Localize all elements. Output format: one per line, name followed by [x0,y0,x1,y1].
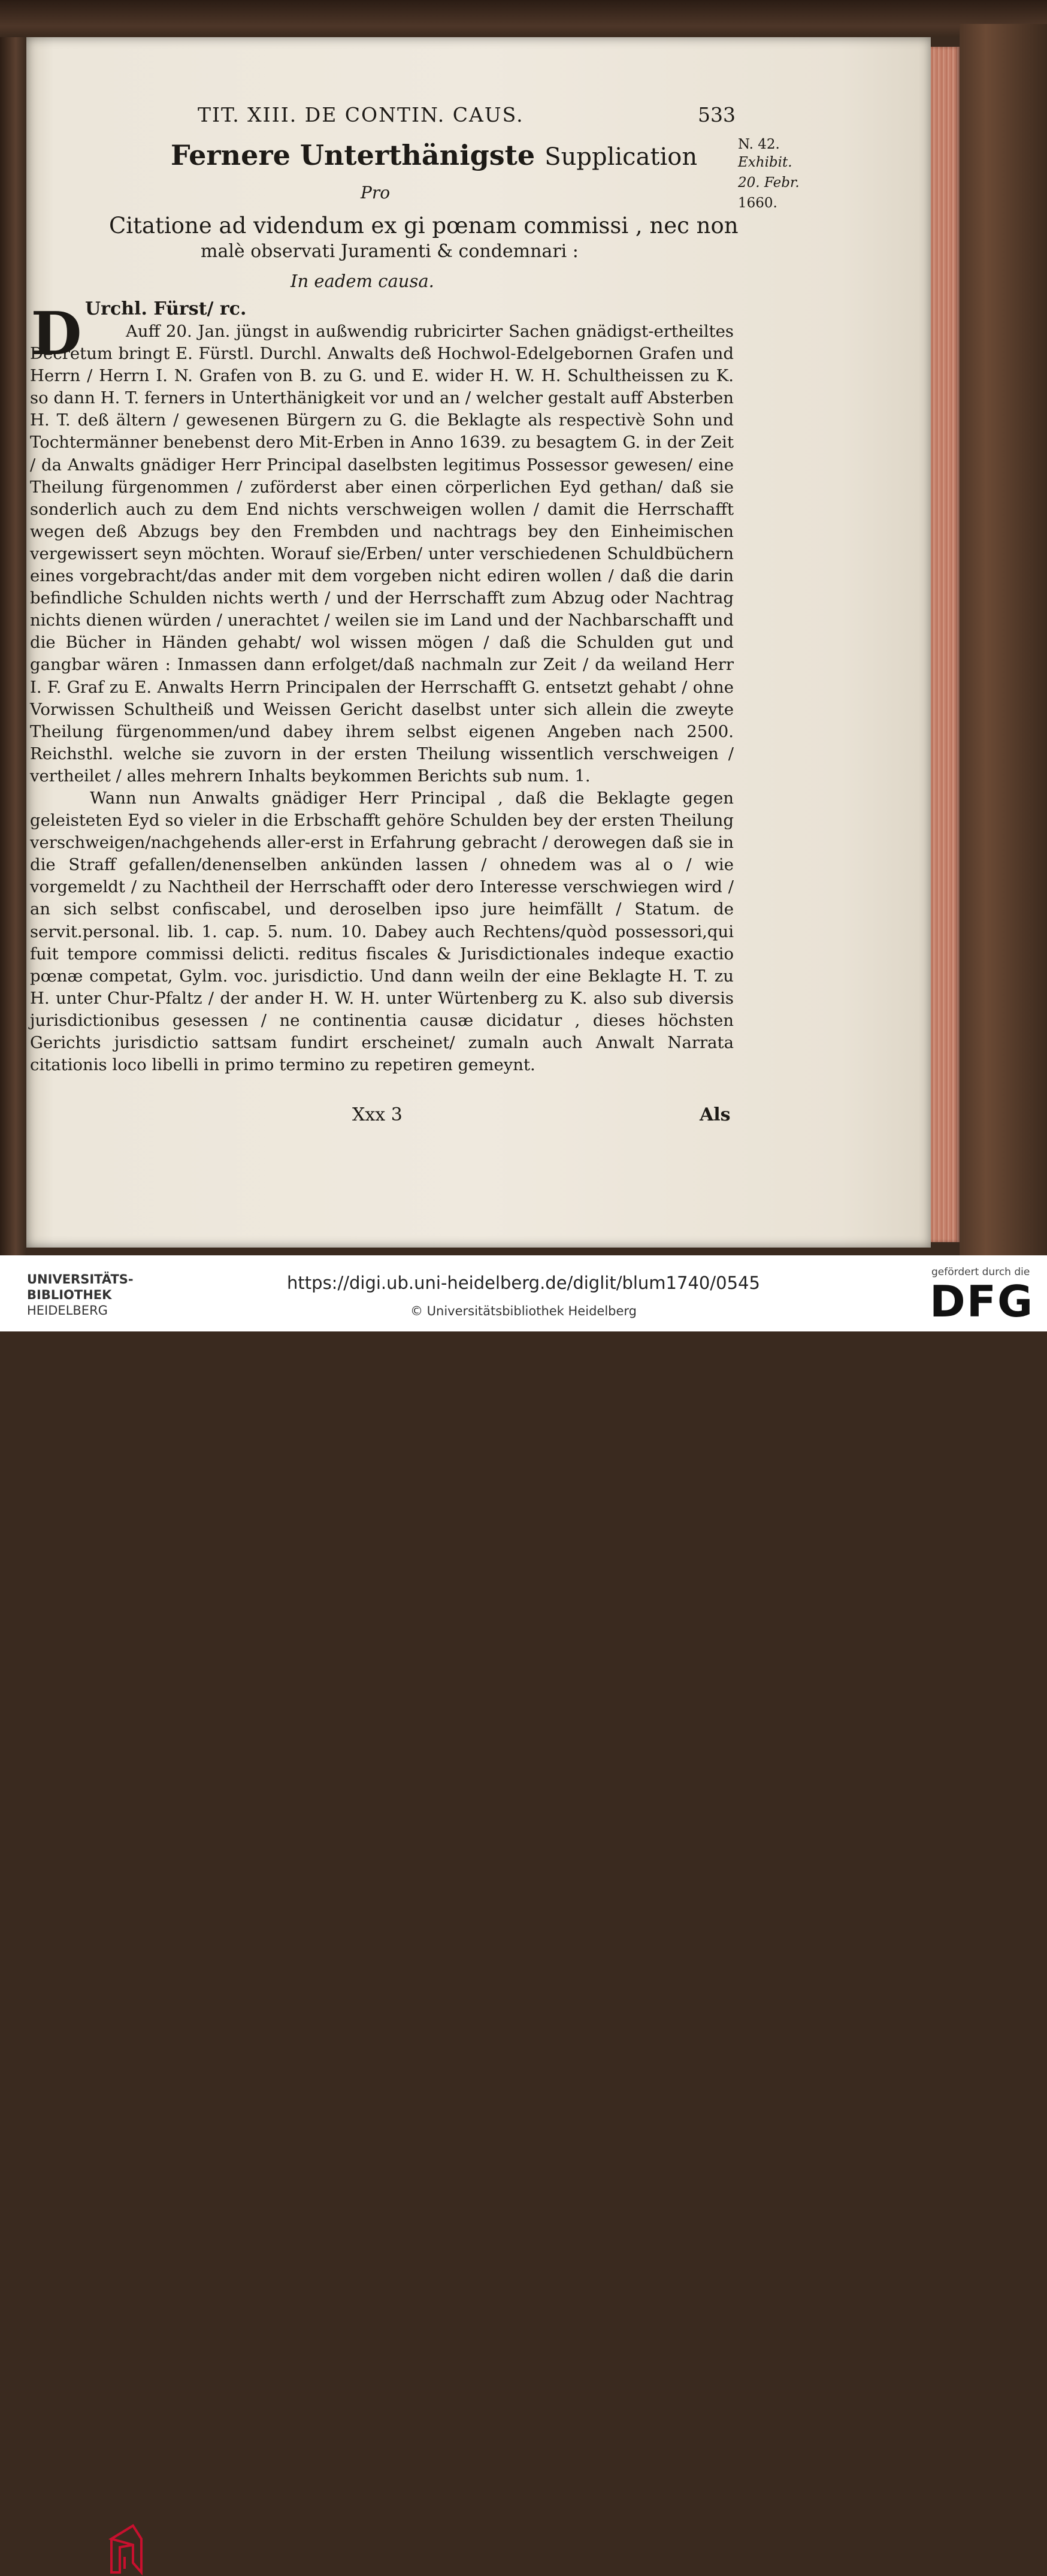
book-cover-right [960,24,1047,1255]
viewer-footer [0,1255,1047,1331]
drop-cap: D [31,300,82,369]
document-title [171,139,697,171]
margin-note-date: 20. Febr. [738,175,800,191]
library-name-line-3: HEIDELBERG [27,1303,108,1318]
dfg-logo: DFG [930,1276,1034,1327]
running-head: TIT. XIII. DE CONTIN. CAUS. [198,103,524,126]
library-name-line-2: BIBLIOTHEK [27,1288,112,1302]
margin-note-number: N. 42. [738,137,780,152]
citation-line-2: malè observati Juramenti & condemnari : [201,241,579,262]
salutation: Urchl. Fürst/ rc. [85,298,247,319]
copyright-notice: © Universitätsbibliothek Heidelberg [410,1304,637,1318]
catchword: Als [700,1104,731,1125]
permalink-url[interactable]: https://digi.ub.uni-heidelberg.de/diglit/blum1740/0545 [287,1273,760,1293]
margin-note-year: 1660. [738,195,777,211]
body-text [30,321,734,1076]
paragraph-2: Wann nun Anwalts gnädiger Herr Principal , daß die Beklagte gegen geleisteten Eyd so vieler in die Erbschafft gehöre Schulden bey der ersten Theilung verschweigen/nachgehends aller-erst in Erfahrung gebracht / derowegen daß sie in die Straff gefallen/denenselben ankünden lassen / ohnedem was al o / wie vorgemeldt / zu Nachtheil der Herrschafft oder dero Interesse verschwiegen wird / an sich selbst confiscabel, und deroselben ipso jure heimfällt / Statum. de servit.personal. lib. 1. cap. 5. num. 10. Dabey auch Rechtens/quòd possessori,qui fuit tempore commissi delicti. reditus fiscales & Jurisdictionales indeque exactio pœnæ competat, Gylm. voc. jurisdictio. Und dann weiln der eine Beklagte H. T. zu H. unter Chur-Pfaltz / der ander H. W. H. unter Würtenberg zu K. also sub diversis jurisdictionibus gesessen / ne continentia causæ dicidatur , dieses höchsten Gerichts jurisdictio sattsam fundirt erscheinet/ zumaln auch Anwalt Narrata citationis loco libelli in primo termino zu repetiren gemeynt. [30,788,734,1075]
page-number: 533 [698,103,736,126]
library-name-line-1: UNIVERSITÄTS- [27,1272,134,1287]
signature-mark: Xxx 3 [352,1104,403,1125]
page-edges [931,47,960,1242]
margin-note-exhibit: Exhibit. [738,155,792,170]
title-latin: Supplication [544,143,698,171]
title-main: Fernere Unterthänigste [171,139,535,171]
scan-area [0,0,1047,1255]
book-cover-top [0,0,1047,37]
title-pro: Pro [361,183,391,203]
paragraph-1: Auff 20. Jan. jüngst in außwendig rubricirter Sachen gnädigst-ertheiltes Decretum bringt E. Fürstl. Durchl. Anwalts deß Hochwol-Edelgebornen Grafen und Herrn / Herrn I. N. Grafen von B. zu G. und E. wider H. W. H. Schultheissen zu K. so dann H. T. ferners in Unterthänigkeit vor und an / welcher gestalt auff Absterben H. T. deß ältern / gewesenen Bürgern zu G. die Beklagte als respectivè Sohn und Tochtermänner benebenst dero Mit-Erben in Anno 1639. zu besagtem G. in der Zeit / da Anwalts gnädiger Herr Principal daselbsten legitimus Possessor gewesen/ eine Theilung fürgenommen / zuförderst aber einen cörperlichen Eyd gethan/ daß sie sonderlich auch zu dem End nichts verschweigen wollen / damit die Herrschafft wegen deß Abzugs bey den Frembden und nachtrags bey den Einheimischen vergewissert seyn möchten. Worauf sie/Erben/ unter verschiedenen Schuldbüchern eines vorgebracht/das ander mit dem vorgeben nicht ediren wollen / daß die darin befindliche Schulden nichts werth / und der Herrschafft zum Abzug oder Nachtrag nichts dienen würden / unerachtet / weilen sie im Land und der Nachbarschafft und die Bücher in Händen gehabt/ wol wissen mögen / daß die Schulden gut und gangbar wären : Inmassen dann erfolget/daß nachmaln zur Zeit / da weiland Herr I. F. Graf zu E. Anwalts Herrn Principalen der Herrschafft G. entsetzt gehabt / ohne Vorwissen Schultheiß und Weissen Gericht daselbst unter sich allein die zweyte Theilung fürgenommen/und dabey ihrem selbst eigenen Angeben nach 2500. Reichsthl. welche sie zuvorn in der ersten Theilung wissentlich verschweigen / vertheilet / alles mehrern Inhalts beykommen Berichts sub num. 1. [30,322,734,786]
citation-line-1: Citatione ad videndum ex gi pœnam commissi , nec non [109,213,739,238]
library-logo-icon [107,2521,144,2576]
funded-by-label: gefördert durch die [931,1266,1030,1278]
in-eadem-causa: In eadem causa. [291,271,434,291]
